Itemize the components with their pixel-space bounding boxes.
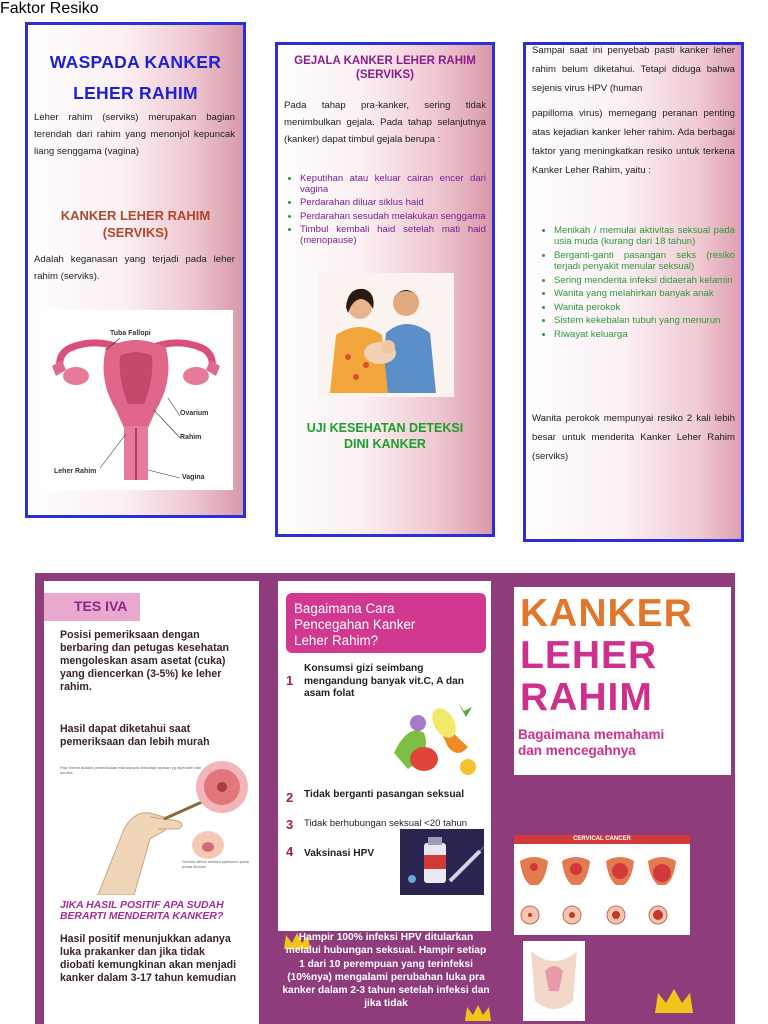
screening-heading — [278, 420, 492, 452]
pelvis-illustration — [523, 941, 585, 1021]
item-number: 3 — [286, 817, 294, 832]
risk-closing: Wanita perokok mempunyai resiko 2 kali lebih besar untuk menderita Kanker Leher Rahim (serviks) — [532, 413, 735, 462]
symptom-list — [284, 173, 486, 248]
crown-icon — [653, 987, 695, 1015]
label-leher-rahim: Leher Rahim — [54, 468, 97, 475]
label-vagina: Vagina — [182, 474, 205, 481]
item-number: 1 — [286, 673, 294, 688]
section-title-line-2: (SERVIKS) — [102, 225, 169, 240]
list-item: • Sering menderita infeksi didaerah kelamin — [554, 275, 735, 286]
positive-result-question: JIKA HASIL POSITIF APA SUDAH BERARTI MENDERITA KANKER? — [60, 900, 224, 922]
heading-line-1: Bagaimana Cara — [294, 601, 395, 616]
list-item: • Timbul kembali haid setelah mati haid (menopause) — [300, 224, 486, 246]
label-rahim: Rahim — [180, 434, 202, 441]
prevention-item-3: Tidak berhubungan seksual <20 tahun — [304, 818, 468, 829]
intro-text: Leher rahim (serviks) merupakan bagian terendah dari rahim yang menonjol kepuncak liang senggama (vagina) — [34, 112, 235, 157]
prevention-heading-text — [294, 601, 415, 649]
label-ovarium: Ovarium — [180, 410, 209, 417]
definition-text: Adalah keganasan yang terjadi pada leher rahim (serviks). — [34, 254, 235, 282]
panel-faktor-resiko — [523, 42, 744, 542]
heading-line-3: Leher Rahim? — [294, 633, 379, 648]
panel-waspada — [25, 22, 246, 518]
tes-iva-description: Posisi pemeriksaan dengan berbaring dan petugas kesehatan mengoleskan asam asetat (cuka) yang diencerkan (3-5%) ke leher rahim. — [60, 629, 229, 693]
cover-panel — [514, 587, 731, 775]
subtitle-line-1: Bagaimana memahami — [518, 727, 665, 742]
vaccine-illustration — [400, 829, 484, 895]
list-item: • Wanita perokok — [554, 302, 735, 313]
hpv-fact-text: Hampir 100% infeksi HPV ditularkan melalui hubungan seksual. Hampir setiap 1 dari 10 perempuan yang terinfeksi (10%nya) mengalami perubahan luka pra kanker dalam 2-3 tahun setelah infeksi dan jika tidak — [282, 932, 490, 1010]
serviks-caption: Serviks dilihat melalui spekulum pada posisi litotomi — [182, 859, 249, 869]
list-item: • Riwayat keluarga — [554, 329, 735, 340]
screening-line-2: DINI KANKER — [344, 437, 426, 451]
tes-iva-result: Hasil dapat diketahui saat pemeriksaan dan lebih murah — [60, 723, 210, 748]
list-item: • Perdarahan sesudah melakukan senggama — [300, 211, 486, 222]
cancer-stages-illustration — [514, 845, 690, 933]
screening-line-1: UJI KESEHATAN DETEKSI — [306, 421, 464, 435]
iva-exam-illustration — [94, 759, 254, 895]
subtitle-line-2: dan mencegahnya — [518, 743, 636, 758]
prevention-item-4: Vaksinasi HPV — [304, 848, 375, 859]
title-line-1: GEJALA KANKER LEHER RAHIM — [294, 55, 476, 67]
list-item: • Berganti-ganti pasangan seks (resiko terjadi penyakit menular seksual) — [554, 250, 735, 272]
panel-tes-iva — [44, 581, 259, 1024]
fruit-vegetable-illustration — [388, 693, 484, 777]
pap-smear-caption: Pap Smear adalah pemeriksaan mikroskopis terhadap apusan yg diperoleh dari serviks. — [60, 765, 202, 775]
cervical-cancer-diagram — [514, 835, 690, 935]
crown-icon — [463, 1003, 493, 1023]
diagram-title: CERVICAL CANCER — [514, 835, 690, 844]
risk-intro-1: Sampai saat ini penyebab pasti kanker leher rahim belum diketahui. Tetapi diduga bahwa sejenis virus HPV (human — [532, 45, 735, 94]
list-item: • Menikah / memulai aktivitas seksual pada usia muda (kurang dari 18 tahun) — [554, 225, 735, 247]
cover-word-leher: LEHER — [520, 634, 658, 677]
section-title-line-1: KANKER LEHER RAHIM — [60, 208, 211, 223]
cover-subtitle — [518, 727, 664, 759]
positive-result-answer: Hasil positif menunjukkan adanya luka prakanker dan jika tidak diobati kemungkinan akan menjadi kanker dalam 3-17 tahun kemudian — [60, 933, 237, 984]
cover-word-kanker: KANKER — [520, 592, 693, 635]
prevention-item-2: Tidak berganti pasangan seksual — [304, 789, 465, 800]
list-item: • Perdarahan diluar siklus haid — [300, 197, 486, 208]
label-tuba: Tuba Fallopi — [110, 330, 151, 337]
prevention-heading — [286, 593, 486, 653]
list-item: • Wanita yang melahirkan banyak anak — [554, 288, 735, 299]
prevention-item-1: Konsumsi gizi seimbang mengandung banyak vit.C, A dan asam folat — [304, 663, 464, 699]
uterus-anatomy-illustration — [40, 310, 233, 490]
couple-illustration — [318, 273, 454, 397]
panel-title — [278, 54, 492, 82]
list-item: • Sistem kekebalan tubuh yang menurun — [554, 315, 735, 326]
risk-factor-list — [532, 225, 735, 343]
item-number: 2 — [286, 790, 294, 805]
panel-title — [28, 47, 243, 109]
section-title — [28, 207, 243, 241]
risk-title: Faktor Resiko — [0, 0, 99, 17]
panel-pencegahan — [278, 581, 491, 931]
risk-intro-2: papilloma virus) memegang peranan penting atas kejadian kanker leher rahim. Ada berbagai faktor yang meningkatkan resiko untuk terkena Kanker Leher Rahim, yaitu : — [532, 108, 735, 176]
tes-iva-title: TES IVA — [74, 598, 128, 614]
title-line-2: LEHER RAHIM — [73, 83, 198, 103]
panel-gejala — [275, 42, 495, 537]
heading-line-2: Pencegahan Kanker — [294, 617, 416, 632]
bottom-brochure — [35, 573, 735, 1024]
cover-word-rahim: RAHIM — [520, 676, 653, 719]
item-number: 4 — [286, 844, 294, 859]
uterus-anatomy-diagram — [40, 310, 233, 490]
title-line-1: WASPADA KANKER — [49, 52, 222, 72]
title-line-2: (SERVIKS) — [356, 69, 414, 81]
intro-text: Pada tahap pra-kanker, sering tidak menimbulkan gejala. Pada tahap selanjutnya (kanker) dapat timbul gejala berupa : — [284, 100, 486, 145]
list-item: • Keputihan atau keluar cairan encer dari vagina — [300, 173, 486, 195]
